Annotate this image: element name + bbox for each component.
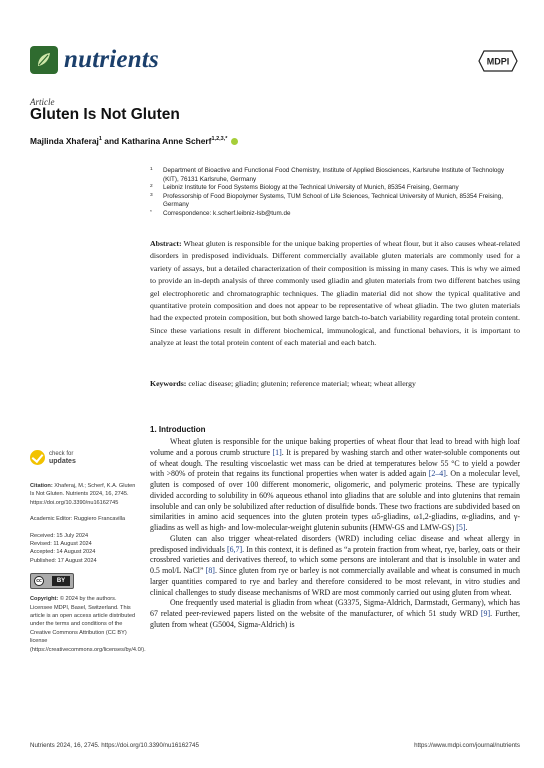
keywords-text: celiac disease; gliadin; glutenin; reference material; wheat; wheat allergy — [188, 379, 416, 388]
affiliations — [150, 167, 520, 219]
accepted-date: Accepted: 14 August 2024 — [30, 549, 96, 556]
affiliation-number: 3 — [150, 192, 153, 198]
reference-link[interactable]: [5] — [456, 523, 466, 532]
mdpi-logo-icon — [478, 50, 518, 72]
received-date: Received: 15 July 2024 — [30, 532, 89, 539]
author-affiliation-sup: 1 — [98, 136, 102, 142]
affiliation-item — [150, 184, 520, 193]
reference-link[interactable]: [2–4] — [428, 469, 446, 479]
journal-logo-icon — [30, 46, 58, 74]
editor-name: Ruggiero Francavilla — [73, 516, 126, 523]
keywords — [150, 379, 520, 388]
citation-text[interactable]: Xhaferaj, M.; Scherf, K.A. Gluten Is Not Gluten. Nutrients 2024, 16, 2745. https://doi.org/10.3390/nu16162745 — [30, 483, 136, 506]
affiliation-number: 2 — [150, 184, 153, 190]
footer-journal-url[interactable]: https://www.mdpi.com/journal/nutrients — [414, 742, 520, 749]
copyright-label: Copyright: — [30, 596, 59, 603]
editor-label: Academic Editor: — [30, 516, 73, 523]
affiliation-text: Professorship of Food Biopolymer Systems, TUM School of Life Sciences, Technical University of Munich, 85354 Freising, Germany — [163, 192, 503, 209]
check-updates-label: check for updates — [49, 451, 76, 465]
reference-link[interactable]: [6,7] — [226, 544, 243, 554]
paragraph: Wheat gluten is responsible for the unique baking properties of wheat flour that lead to bread with high loaf volume and a porous crumb structure [1]. It is prepared by washing starch and other water-soluble components out of wheat dough. The resulting viscoelastic wet mass can be dried at temperatures below 55 °C to yield a powder with >80% of protein that regains its functional properties when water is added again [2–4]. On a molecular level, gluten is composed of over 100 different monomeric, oligomeric, and polymeric proteins. These are typically divided according to solubility in 60% aqueous ethanol into gliadins that are soluble and into glutenins that remain insoluble and can only be solubilized after reduction of disulfide bonds. These two fractions are subdivided based on similarities in amino acid sequences into the gluten protein types ω5-gliadins, ω1,2-gliadins, α-gliadins, and γ-gliadins as well as high- and low-molecular-weight glutenin subunits (HMW-GS and LMW-GS) [5]. — [150, 437, 520, 532]
article-info-sidebar — [30, 448, 146, 662]
author-name[interactable]: Katharina Anne Scherf — [121, 136, 212, 146]
author-conjunction: and — [104, 136, 120, 146]
check-for-updates-button[interactable] — [30, 448, 138, 476]
section-heading: 1. Introduction — [150, 425, 206, 434]
editor-block — [30, 515, 138, 523]
affiliation-item — [150, 167, 520, 184]
creative-commons-badge[interactable] — [30, 573, 74, 589]
article-type: Article — [30, 97, 55, 107]
paragraph: One frequently used material is gliadin from wheat (G3375, Sigma-Aldrich, Darmstadt, Germany), which has 67 related peer-reviewed papers listed on the website of the manufacturer, of which 51 study WRD [9]. Further, gluten from wheat (G5004, Sigma-Aldrich) is — [150, 598, 520, 629]
affiliation-number: 1 — [150, 167, 153, 172]
abstract-text: Wheat gluten is responsible for the unique baking properties of wheat flour, but it also causes wheat-related disorders in predisposed individuals. Different commercially available gluten materials are commonly used for a variety of assays, but a detailed characterization of their composition is missing in many cases. This is why we aimed to provide an in-depth analysis of three commonly used gliadin and gluten materials from two different batches using gel electrophoretic and chromatographic techniques. The gliadin material did not show the typical qualitative and quantitative protein composition and does not appear to be representative of wheat gliadin. The two gluten materials had the expected protein composition, but both showed large batch-to-batch variability regarding total protein content. Since these variations result in different biochemical, immunological, and functional behaviors, it is important to analyze at least the total protein content of each material and each batch. — [150, 239, 520, 348]
correspondence-text[interactable]: Correspondence: k.scherf.leibniz-lsb@tum.de — [163, 209, 291, 217]
checkmark-icon — [30, 450, 45, 465]
author-affiliation-sup: 1,2,3,* — [211, 136, 228, 142]
publisher-name: MDPI — [486, 56, 510, 67]
dates-block — [30, 532, 138, 566]
keywords-label: Keywords: — [150, 379, 187, 388]
cc-icon: cc — [34, 576, 44, 586]
orcid-icon[interactable] — [231, 138, 238, 145]
footer-citation[interactable]: Nutrients 2024, 16, 2745. https://doi.org/10.3390/nu16162745 — [30, 742, 199, 749]
abstract-label: Abstract: — [150, 239, 182, 248]
citation-block — [30, 482, 138, 507]
journal-header — [30, 44, 518, 78]
affiliation-number: * — [150, 209, 152, 215]
reference-link[interactable]: [9] — [480, 609, 491, 618]
author-name[interactable]: Majlinda Xhaferaj — [30, 136, 99, 146]
citation-label: Citation: — [30, 483, 53, 489]
article-title: Gluten Is Not Gluten — [30, 106, 180, 123]
paragraph: Gluten can also trigger wheat-related disorders (WRD) including celiac disease and wheat allergy in predisposed individuals [6,7]. In this context, it is defined as “a protein fraction from wheat, rye, barley, oats or their crossbred varieties and derivatives thereof, to which some persons are intolerant and that is insoluble in water and 0.5 mol/L NaCl” [8]. Since gluten from rye or barley is not commercially available and wheat is consumed in much larger quantities compared to rye and barley and therefore considered to be most relevant, in vitro studies and clinical challenges to study disease mechanisms of WRD are most commonly carried out using gluten from wheat. — [150, 533, 520, 597]
introduction-body — [150, 437, 520, 631]
affiliation-text: Department of Bioactive and Functional Food Chemistry, Institute of Applied Biosciences, Karlsruhe Institute of Technology (KIT), 76131 Karlsruhe, Germany — [163, 167, 505, 183]
copyright-text: © 2024 by the authors. Licensee MDPI, Basel, Switzerland. This article is an open access article distributed under the terms and conditions of the Creative Commons Attribution (CC BY) license (https://creativecommons.org/licenses/by/4.0/). — [30, 596, 146, 653]
journal-name: nutrients — [64, 46, 159, 73]
author-list — [30, 136, 238, 146]
copyright-block — [30, 595, 146, 654]
affiliation-item — [150, 193, 520, 210]
published-date: Published: 17 August 2024 — [30, 557, 97, 564]
affiliation-text: Leibniz Institute for Food Systems Biology at the Technical University of Munich, 85354 Freising, Germany — [163, 184, 459, 192]
reference-link[interactable]: [1] — [272, 447, 282, 457]
cc-by-icon: BY — [52, 576, 70, 586]
affiliation-item — [150, 210, 520, 219]
revised-date: Revised: 11 August 2024 — [30, 541, 92, 548]
abstract — [150, 238, 520, 350]
reference-link[interactable]: [8] — [205, 566, 215, 575]
